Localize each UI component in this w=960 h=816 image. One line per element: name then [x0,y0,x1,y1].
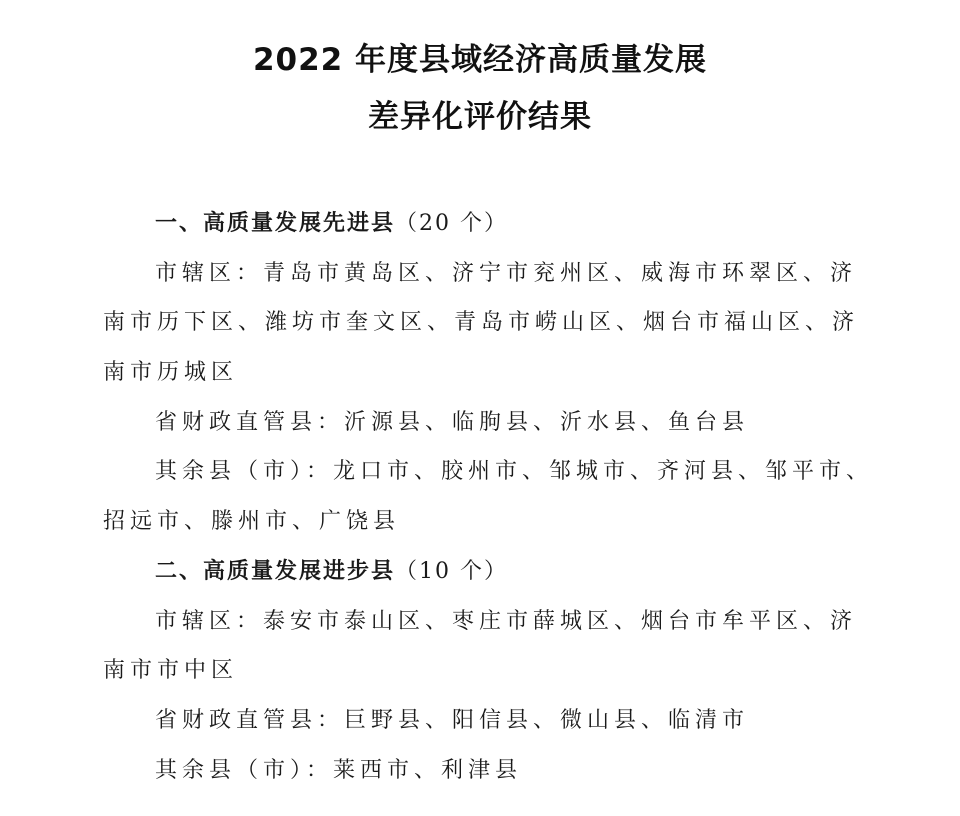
paragraph-line: 省财政直管县：沂源县、临朐县、沂水县、鱼台县 [155,409,750,435]
paragraph-line: 其余县（市）：龙口市、胶州市、邹城市、齐河县、邹平市、 [155,459,874,485]
section-heading-text: 二、高质量发展进步县 [155,558,396,584]
paragraph-line: 市辖区：泰安市泰山区、枣庄市薛城区、烟台市牟平区、济 [155,608,858,634]
section-heading-text: 一、高质量发展先进县 [155,211,396,236]
section-count: （10 个） [395,558,509,584]
section-count: （20 个） [395,211,509,236]
paragraph-line: 市辖区：青岛市黄岛区、济宁市兖州区、威海市环翠区、济 [155,260,858,286]
section-heading-progress [103,547,851,597]
paragraph-line: 招远市、滕州市、广饶县 [103,509,401,535]
section-heading-advanced [103,199,851,249]
document-title-line-2: 差异化评价结果 [368,99,592,135]
paragraph-line: 南市历城区 [103,360,239,386]
paragraph-line: 其余县（市）：莱西市、利津县 [155,757,523,783]
paragraph-line: 南市市中区 [103,658,239,684]
document-title-line-1: 2022 年度县域经济高质量发展 [252,42,708,78]
paragraph-line: 省财政直管县：巨野县、阳信县、微山县、临清市 [155,707,750,733]
paragraph-line: 南市历下区、潍坊市奎文区、青岛市崂山区、烟台市福山区、济 [103,310,860,336]
document-body [103,199,874,795]
